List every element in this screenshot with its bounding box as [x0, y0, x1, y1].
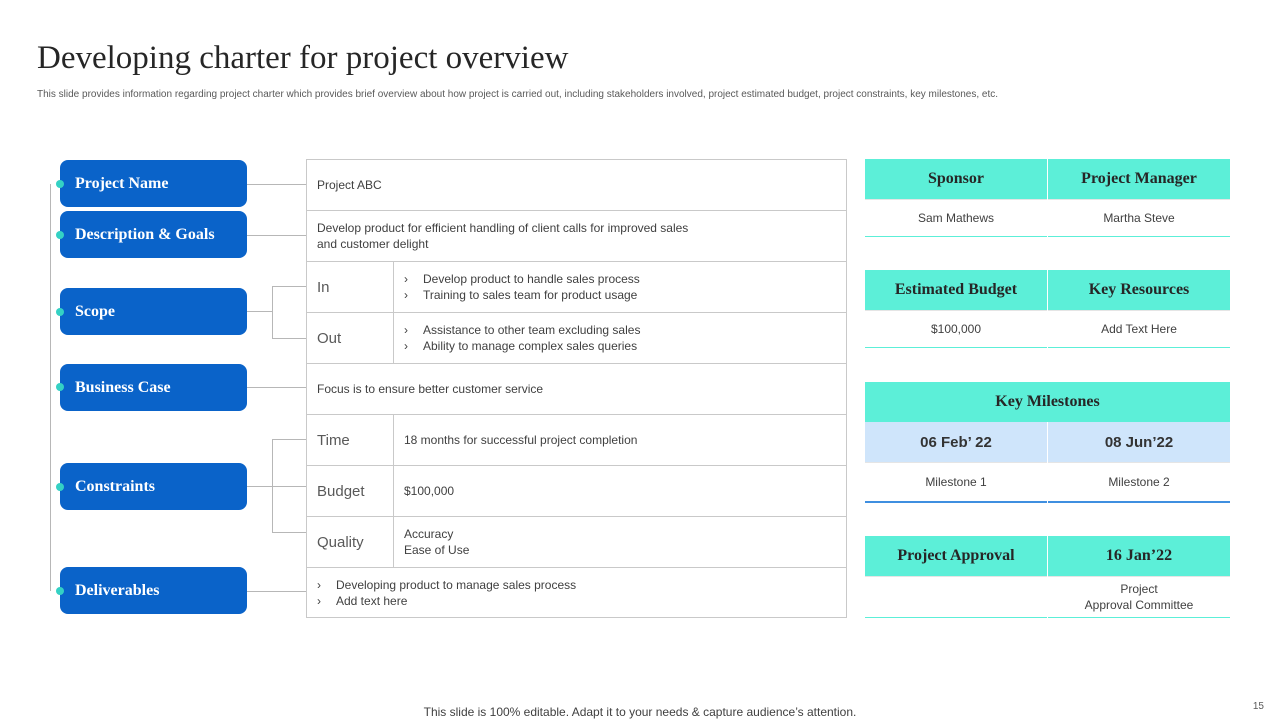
sponsor-value: Sam Mathews	[917, 211, 995, 225]
pill-business-case	[60, 364, 247, 411]
node-dot	[56, 383, 64, 391]
sponsor-value-cell	[865, 199, 1047, 237]
pill-label: Project Name	[75, 174, 169, 192]
quality-value: Accuracy Ease of Use	[404, 527, 470, 557]
project-approval-header	[865, 536, 1047, 576]
connector-constraints-branch	[272, 439, 273, 532]
project-name-cell	[306, 159, 847, 211]
footer-note: This slide is 100% editable. Adapt it to your needs & capture audience’s attention.	[423, 705, 857, 719]
business-case-cell	[306, 363, 847, 415]
pill-label: Description & Goals	[75, 225, 215, 243]
scope-out-label-cell	[306, 312, 394, 364]
node-dot	[56, 180, 64, 188]
pill-scope	[60, 288, 247, 335]
description-cell	[306, 210, 847, 262]
time-value-cell	[393, 414, 847, 466]
connector-description	[247, 235, 306, 236]
milestone-date-2: 08 Jun’22	[1104, 433, 1174, 451]
time-value: 18 months for successful project completion	[404, 433, 638, 447]
node-dot	[56, 231, 64, 239]
pill-constraints	[60, 463, 247, 510]
budget-value-cell	[393, 465, 847, 517]
connector-scope-out	[272, 338, 306, 339]
list-item: › Developing product to manage sales process	[317, 577, 576, 593]
milestone-date-1: 06 Feb’ 22	[920, 433, 992, 451]
key-resources-value-cell	[1048, 310, 1230, 348]
key-milestones-header-label: Key Milestones	[995, 393, 1100, 410]
deliverables-cell	[306, 567, 847, 618]
project-approval-header-label: Project Approval	[897, 547, 1015, 564]
node-dot	[56, 308, 64, 316]
project-manager-header	[1048, 159, 1230, 199]
connector-scope-branch	[272, 286, 273, 338]
left-spine-line	[50, 184, 51, 591]
connector-constraints-time	[272, 439, 306, 440]
list-item: › Ability to manage complex sales queries	[404, 338, 640, 354]
node-dot	[56, 587, 64, 595]
milestone-name-1: Milestone 1	[925, 475, 987, 489]
key-resources-header-label: Key Resources	[1088, 281, 1190, 298]
project-name-value: Project ABC	[317, 178, 382, 192]
list-item: › Add text here	[317, 593, 576, 609]
project-manager-value-cell	[1048, 199, 1230, 237]
scope-in-items-cell	[393, 261, 847, 313]
project-manager-value: Martha Steve	[1103, 211, 1175, 225]
time-label-cell	[306, 414, 394, 466]
connector-scope	[247, 311, 272, 312]
deliverables-list	[307, 577, 576, 609]
approval-value-cell	[1048, 576, 1230, 618]
pill-label: Scope	[75, 302, 115, 320]
connector-business-case	[247, 387, 306, 388]
scope-out-list	[394, 322, 640, 354]
pill-label: Constraints	[75, 477, 156, 495]
list-item: › Develop product to handle sales process	[404, 271, 640, 287]
estimated-budget-value: $100,000	[930, 322, 982, 336]
approval-empty-cell	[865, 576, 1047, 618]
pill-deliverables	[60, 567, 247, 614]
milestone-name-2: Milestone 2	[1108, 475, 1170, 489]
estimated-budget-header-label: Estimated Budget	[894, 281, 1018, 298]
scope-in-label: In	[317, 278, 330, 296]
pill-description-goals	[60, 211, 247, 258]
pill-label: Business Case	[75, 378, 171, 396]
estimated-budget-value-cell	[865, 310, 1047, 348]
time-label: Time	[317, 431, 350, 449]
key-resources-value: Add Text Here	[1101, 322, 1177, 336]
milestone-date-cell	[1048, 422, 1230, 462]
connector-scope-in	[272, 286, 306, 287]
connector-project-name	[247, 184, 306, 185]
pill-project-name	[60, 160, 247, 207]
estimated-budget-header	[865, 270, 1047, 310]
connector-deliverables	[247, 591, 306, 592]
budget-label: Budget	[317, 482, 365, 500]
connector-constraints-quality	[272, 532, 306, 533]
approval-date-header	[1048, 536, 1230, 576]
quality-value-cell	[393, 516, 847, 568]
page-title: Developing charter for project overview	[37, 40, 569, 76]
list-item: › Training to sales team for product usage	[404, 287, 640, 303]
approval-value: Project Approval Committee	[1084, 582, 1194, 612]
scope-out-items-cell	[393, 312, 847, 364]
milestone-name-cell	[1048, 462, 1230, 503]
budget-value: $100,000	[404, 484, 455, 498]
scope-in-list	[394, 271, 640, 303]
sponsor-header-label: Sponsor	[927, 170, 985, 187]
node-dot	[56, 483, 64, 491]
scope-in-label-cell	[306, 261, 394, 313]
milestone-name-cell	[865, 462, 1047, 503]
sponsor-header	[865, 159, 1047, 199]
page-subtitle: This slide provides information regarding project charter which provides brief overview about how project is carried out, including stakeholders involved, project estimated budget, project constraints, key milestones, etc.	[37, 89, 999, 100]
quality-label: Quality	[317, 533, 364, 551]
project-manager-header-label: Project Manager	[1081, 170, 1197, 187]
milestone-date-cell	[865, 422, 1047, 462]
pill-label: Deliverables	[75, 581, 160, 599]
key-milestones-header	[865, 382, 1230, 422]
approval-date: 16 Jan’22	[1105, 547, 1173, 564]
connector-constraints	[247, 486, 306, 487]
scope-out-label: Out	[317, 329, 342, 347]
business-case-value: Focus is to ensure better customer service	[317, 382, 544, 396]
list-item: › Assistance to other team excluding sales	[404, 322, 640, 338]
page-number: 15	[1252, 701, 1264, 712]
key-resources-header	[1048, 270, 1230, 310]
quality-label-cell	[306, 516, 394, 568]
description-value: Develop product for efficient handling of client calls for improved sales and customer delight	[317, 221, 689, 251]
budget-label-cell	[306, 465, 394, 517]
